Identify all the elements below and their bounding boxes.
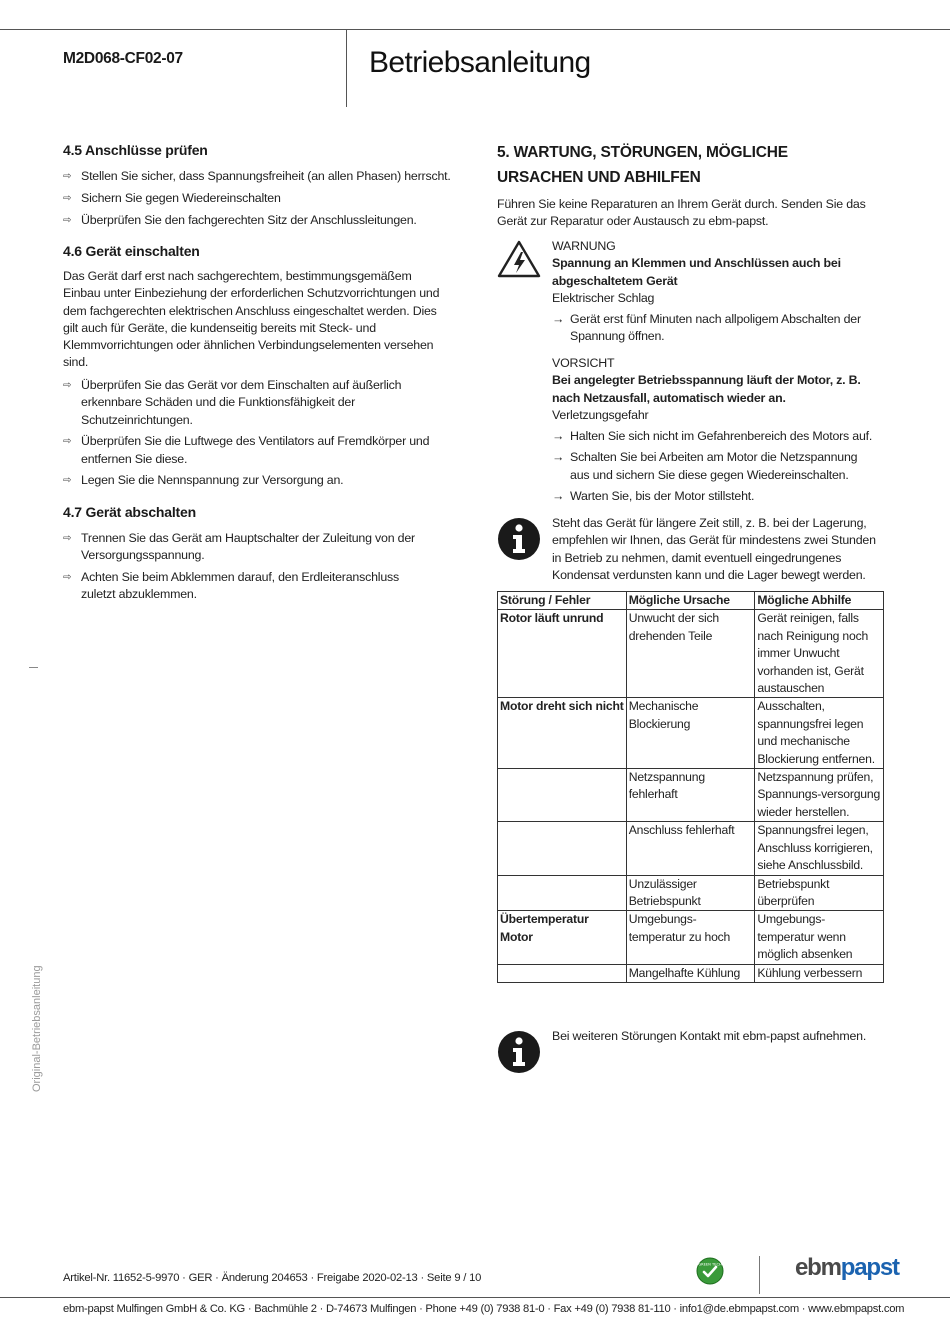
table-cell: [498, 769, 627, 822]
table-row: [498, 964, 884, 982]
table-row: [498, 769, 884, 822]
table-cell: Ausschalten, spannungsfrei legen und mechanische Blockierung entfernen.: [755, 698, 884, 769]
table-cell: Unzulässiger Betriebspunkt: [626, 875, 755, 911]
list-item: ⇨ Überprüfen Sie den fachgerechten Sitz der Anschlussleitungen.: [63, 212, 458, 229]
fault-table: [497, 591, 884, 983]
section-4-5-list: [63, 168, 458, 229]
list-item: ⇨ Achten Sie beim Abklemmen darauf, den Erdleiteranschluss zuletzt abzuklemmen.: [63, 570, 400, 602]
info-icon: [497, 1030, 541, 1074]
table-cell: Netzspannung prüfen, Spannungs-versorgung wieder herstellen.: [755, 769, 884, 822]
table-cell: Übertemperatur Motor: [498, 911, 627, 964]
table-cell: Betriebspunkt überprüfen: [755, 875, 884, 911]
table-cell: Anschluss fehlerhaft: [626, 822, 755, 875]
list-item: → Halten Sie sich nicht im Gefahrenbereich des Motors auf.: [552, 428, 877, 445]
arrow-bullet-icon: ⇨: [63, 572, 72, 584]
section-4-5-heading: 4.5 Anschlüsse prüfen: [63, 142, 208, 158]
warning-label: WARNUNG: [552, 239, 616, 253]
table-cell: Mangelhafte Kühlung: [626, 964, 755, 982]
green-tech-badge-icon: [696, 1257, 724, 1285]
list-item: ⇨ Trennen Sie das Gerät am Hauptschalter der Zuleitung von der Versorgungsspannung.: [63, 531, 415, 563]
electrical-hazard-icon: [497, 240, 541, 278]
list-item: → Warten Sie, bis der Motor stillsteht.: [552, 488, 877, 505]
footer-rule: [0, 1297, 950, 1298]
section-5-heading-line2: URSACHEN UND ABHILFEN: [497, 169, 701, 186]
right-arrow-icon: →: [552, 312, 565, 327]
table-cell: Umgebungs-temperatur wenn möglich absenken: [755, 911, 884, 964]
arrow-bullet-icon: ⇨: [63, 436, 72, 448]
column-header: Mögliche Ursache: [626, 592, 755, 610]
warning-consequence: Elektrischer Schlag: [552, 290, 655, 305]
table-header-row: [498, 592, 884, 610]
column-header: Störung / Fehler: [498, 592, 627, 610]
margin-mark: [29, 667, 38, 668]
table-cell: Spannungsfrei legen, Anschluss korrigieren, siehe Anschlussbild.: [755, 822, 884, 875]
ebmpapst-logo: [795, 1254, 899, 1282]
table-row: [498, 698, 884, 769]
info-icon: [497, 517, 541, 561]
right-arrow-icon: →: [552, 450, 565, 465]
list-item: ⇨ Sichern Sie gegen Wiedereinschalten: [63, 190, 458, 207]
table-cell: [498, 964, 627, 982]
section-4-7-list: [63, 530, 435, 604]
vertical-document-label: Original-Betriebsanleitung: [31, 965, 43, 1092]
arrow-bullet-icon: ⇨: [63, 214, 72, 226]
table-row: [498, 875, 884, 911]
table-cell: Netzspannung fehlerhaft: [626, 769, 755, 822]
table-cell: Gerät reinigen, falls nach Reinigung noch immer Unwucht vorhanden ist, Gerät austauschen: [755, 610, 884, 698]
section-4-6-paragraph: Das Gerät darf erst nach sachgerechtem, bestimmungsgemäßem Einbau unter Einbeziehung der erforderlichen Schutzvorrichtungen und dem fachgerechten elektrischen Anschluss eingeschaltet werden. Dies gilt auch für Geräte, die kundenseitig bereits mit Steck- und Klemmvorrichtungen oder ähnlichen Verbindungselementen versehen sind.: [63, 269, 440, 370]
table-cell: [498, 875, 627, 911]
info-storage-note: Steht das Gerät für längere Zeit still, z. B. bei der Lagerung, empfehlen wir Ihnen, das Gerät für mindestens zwei Stunden in Betrieb zu nehmen, damit eventuell eingedrungenes Kondensat verdunsten kann und die Lager bewegt werden.: [552, 516, 876, 582]
right-arrow-icon: →: [552, 489, 565, 504]
table-cell: Rotor läuft unrund: [498, 610, 627, 698]
warning-block: [552, 238, 872, 346]
table-cell: Motor dreht sich nicht: [498, 698, 627, 769]
arrow-bullet-icon: ⇨: [63, 192, 72, 204]
caution-block: [552, 355, 877, 505]
section-4-6-heading: 4.6 Gerät einschalten: [63, 243, 200, 259]
list-item: → Schalten Sie bei Arbeiten am Motor die Netzspannung aus und sichern Sie diese gegen Wiedereinschalten.: [552, 450, 858, 482]
table-cell: Kühlung verbessern: [755, 964, 884, 982]
caution-title: Bei angelegter Betriebsspannung läuft der Motor, z. B. nach Netzausfall, automatisch wieder an.: [552, 373, 861, 405]
logo-part-ebm: ebm: [795, 1254, 841, 1281]
list-item: ⇨ Stellen Sie sicher, dass Spannungsfreiheit (an allen Phasen) herrscht.: [63, 168, 458, 185]
badge-text: GREEN TECH: [698, 1262, 722, 1267]
info-contact-note: Bei weiteren Störungen Kontakt mit ebm-papst aufnehmen.: [552, 1029, 867, 1043]
table-cell: [498, 822, 627, 875]
table-row: [498, 911, 884, 964]
header-separator: [346, 29, 347, 107]
table-cell: Mechanische Blockierung: [626, 698, 755, 769]
arrow-bullet-icon: ⇨: [63, 380, 72, 391]
logo-separator: [759, 1256, 760, 1294]
table-cell: Umgebungs-temperatur zu hoch: [626, 911, 755, 964]
list-item: ⇨ Legen Sie die Nennspannung zur Versorgung an.: [63, 472, 438, 489]
section-4-7-heading: 4.7 Gerät abschalten: [63, 504, 196, 520]
table-row: [498, 610, 884, 698]
list-item: → Gerät erst fünf Minuten nach allpoligem Abschalten der Spannung öffnen.: [552, 312, 861, 344]
section-5-heading-line1: 5. WARTUNG, STÖRUNGEN, MÖGLICHE: [497, 144, 788, 161]
article-metadata: Artikel-Nr. 11652-5-9970 · GER · Änderung 204653 · Freigabe 2020-02-13 · Seite 9 / 10: [63, 1272, 482, 1284]
arrow-bullet-icon: ⇨: [63, 171, 72, 182]
header-rule: [0, 29, 950, 30]
table-cell: Unwucht der sich drehenden Teile: [626, 610, 755, 698]
caution-consequence: Verletzungsgefahr: [552, 407, 649, 422]
section-5-intro: Führen Sie keine Reparaturen an Ihrem Gerät durch. Senden Sie das Gerät zur Reparatur oder Austausch zu ebm-papst.: [497, 197, 866, 229]
column-header: Mögliche Abhilfe: [755, 592, 884, 610]
section-5-heading: [497, 140, 788, 190]
list-item: ⇨ Überprüfen Sie das Gerät vor dem Einschalten auf äußerlich erkennbare Schäden und die Funktionsfähigkeit der Schutzeinrichtungen.: [63, 378, 402, 427]
warning-title: Spannung an Klemmen und Anschlüssen auch bei abgeschaltetem Gerät: [552, 256, 841, 288]
caution-label: VORSICHT: [552, 356, 615, 370]
document-title: Betriebsanleitung: [369, 46, 591, 79]
section-4-6-list: [63, 377, 438, 490]
arrow-bullet-icon: ⇨: [63, 533, 72, 544]
right-arrow-icon: →: [552, 429, 565, 444]
arrow-bullet-icon: ⇨: [63, 475, 72, 487]
list-item: ⇨ Überprüfen Sie die Luftwege des Ventilators auf Fremdkörper und entfernen Sie diese.: [63, 434, 430, 466]
company-address: ebm-papst Mulfingen GmbH & Co. KG · Bachmühle 2 · D-74673 Mulfingen · Phone +49 (0) 7938 81-0 · Fax +49 (0) 7938 81-110 · info1@de.ebmpapst.com · www.ebmpapst.com: [63, 1303, 905, 1315]
logo-part-papst: papst: [840, 1254, 899, 1281]
table-row: [498, 822, 884, 875]
model-number: M2D068-CF02-07: [63, 50, 183, 67]
